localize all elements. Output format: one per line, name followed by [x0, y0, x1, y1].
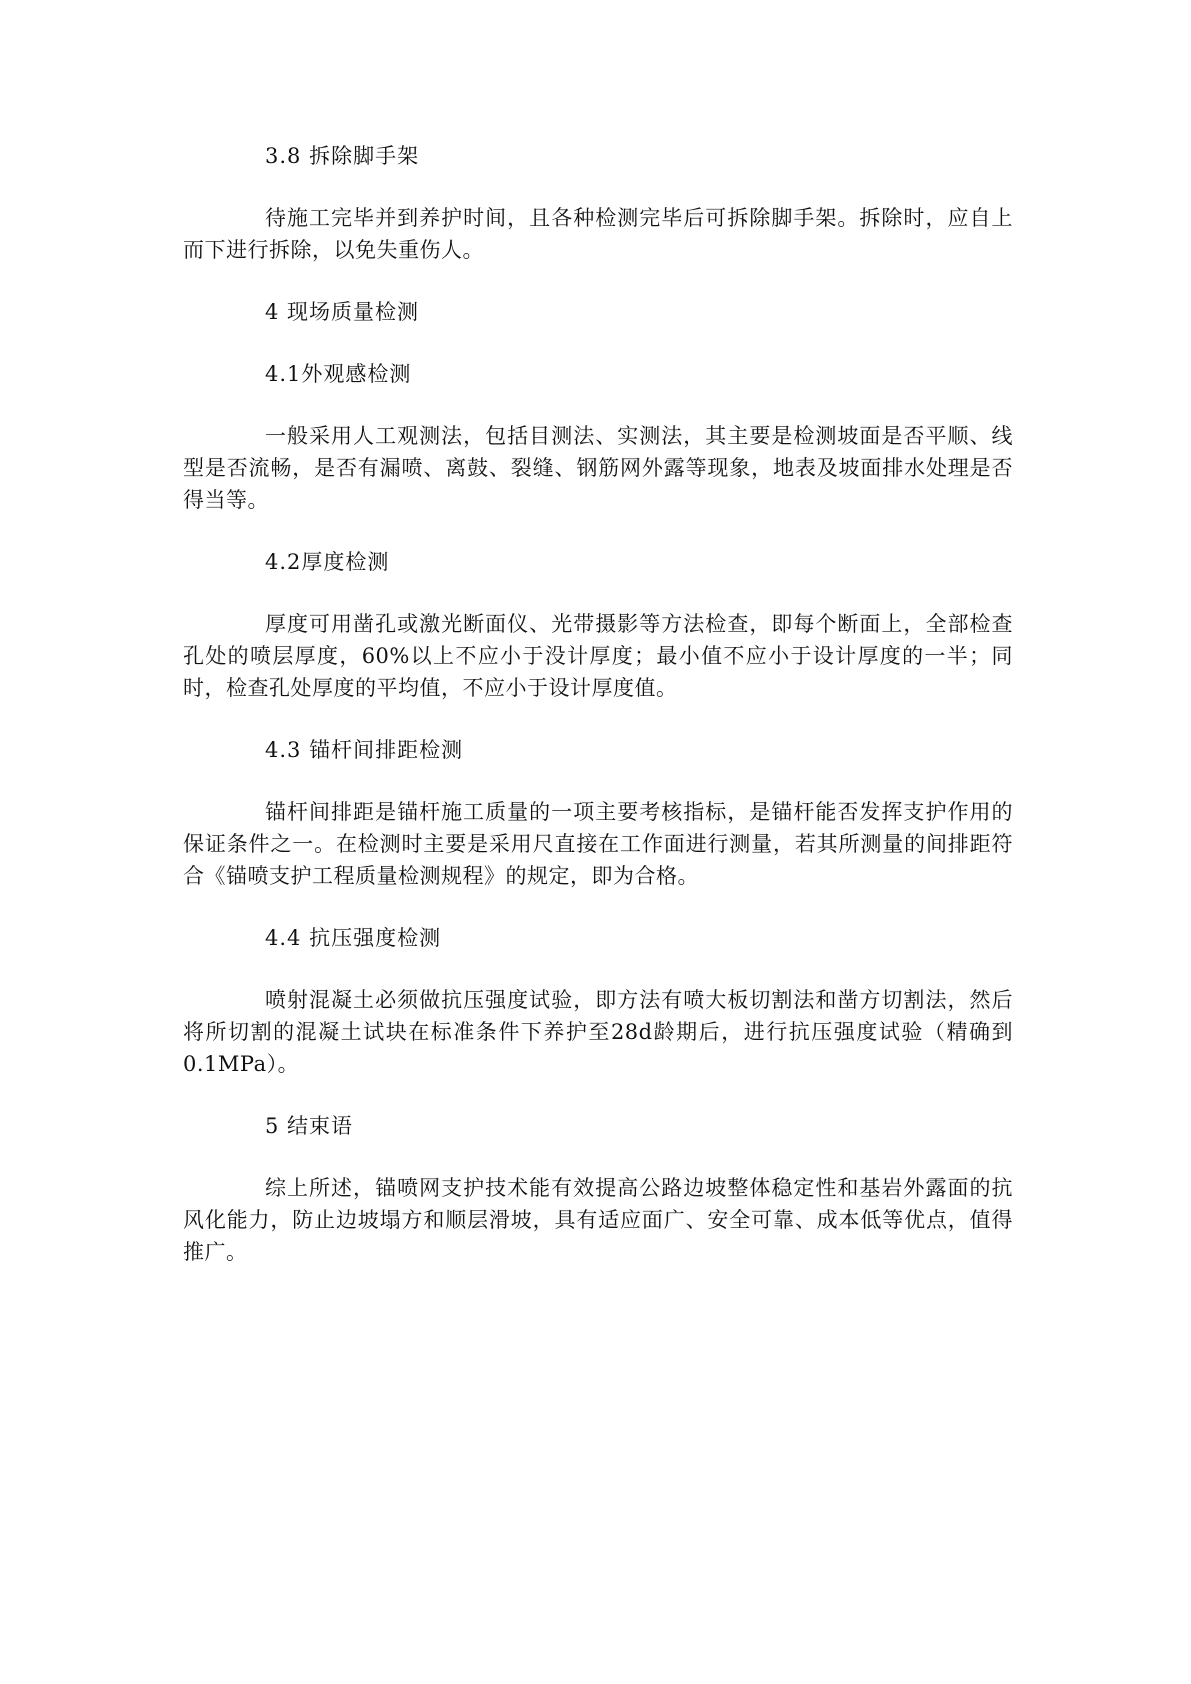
section-heading-5: 5 结束语 [265, 1114, 354, 1138]
section-paragraph: 综上所述，锚喷网支护技术能有效提高公路边坡整体稳定性和基岩外露面的抗风化能力，防止边坡塌方和顺层滑坡，具有适应面广、安全可靠、成本低等优点，值得推广。 [183, 1176, 1013, 1264]
section-heading-3-8: 3.8 拆除脚手架 [265, 144, 420, 168]
section-paragraph: 锚杆间排距是锚杆施工质量的一项主要考核指标，是锚杆能否发挥支护作用的保证条件之一。在检测时主要是采用尺直接在工作面进行测量，若其所测量的间排距符合《锚喷支护工程质量检测规程》的规定，即为合格。 [183, 800, 1013, 888]
section-paragraph: 一般采用人工观测法，包括目测法、实测法，其主要是检测坡面是否平顺、线型是否流畅，是否有漏喷、离鼓、裂缝、钢筋网外露等现象，地表及坡面排水处理是否得当等。 [183, 424, 1013, 512]
document-body [183, 140, 1013, 1298]
section-paragraph: 待施工完毕并到养护时间，且各种检测完毕后可拆除脚手架。拆除时，应自上而下进行拆除，以免失重伤人。 [183, 206, 1013, 262]
section-paragraph: 厚度可用凿孔或激光断面仪、光带摄影等方法检查，即每个断面上，全部检查孔处的喷层厚度，60%以上不应小于没计厚度；最小值不应小于设计厚度的一半；同时，检查孔处厚度的平均值，不应小于设计厚度值。 [183, 612, 1013, 700]
section-heading-4: 4 现场质量检测 [265, 300, 420, 324]
section-heading-4-2: 4.2厚度检测 [265, 550, 390, 574]
section-paragraph: 喷射混凝土必须做抗压强度试验，即方法有喷大板切割法和凿方切割法，然后将所切割的混凝土试块在标准条件下养护至28d龄期后，进行抗压强度试验（精确到0.1MPa）。 [183, 988, 1013, 1076]
section-heading-4-4: 4.4 抗压强度检测 [265, 926, 442, 950]
section-heading-4-1: 4.1外观感检测 [265, 362, 412, 386]
section-heading-4-3: 4.3 锚杆间排距检测 [265, 738, 464, 762]
